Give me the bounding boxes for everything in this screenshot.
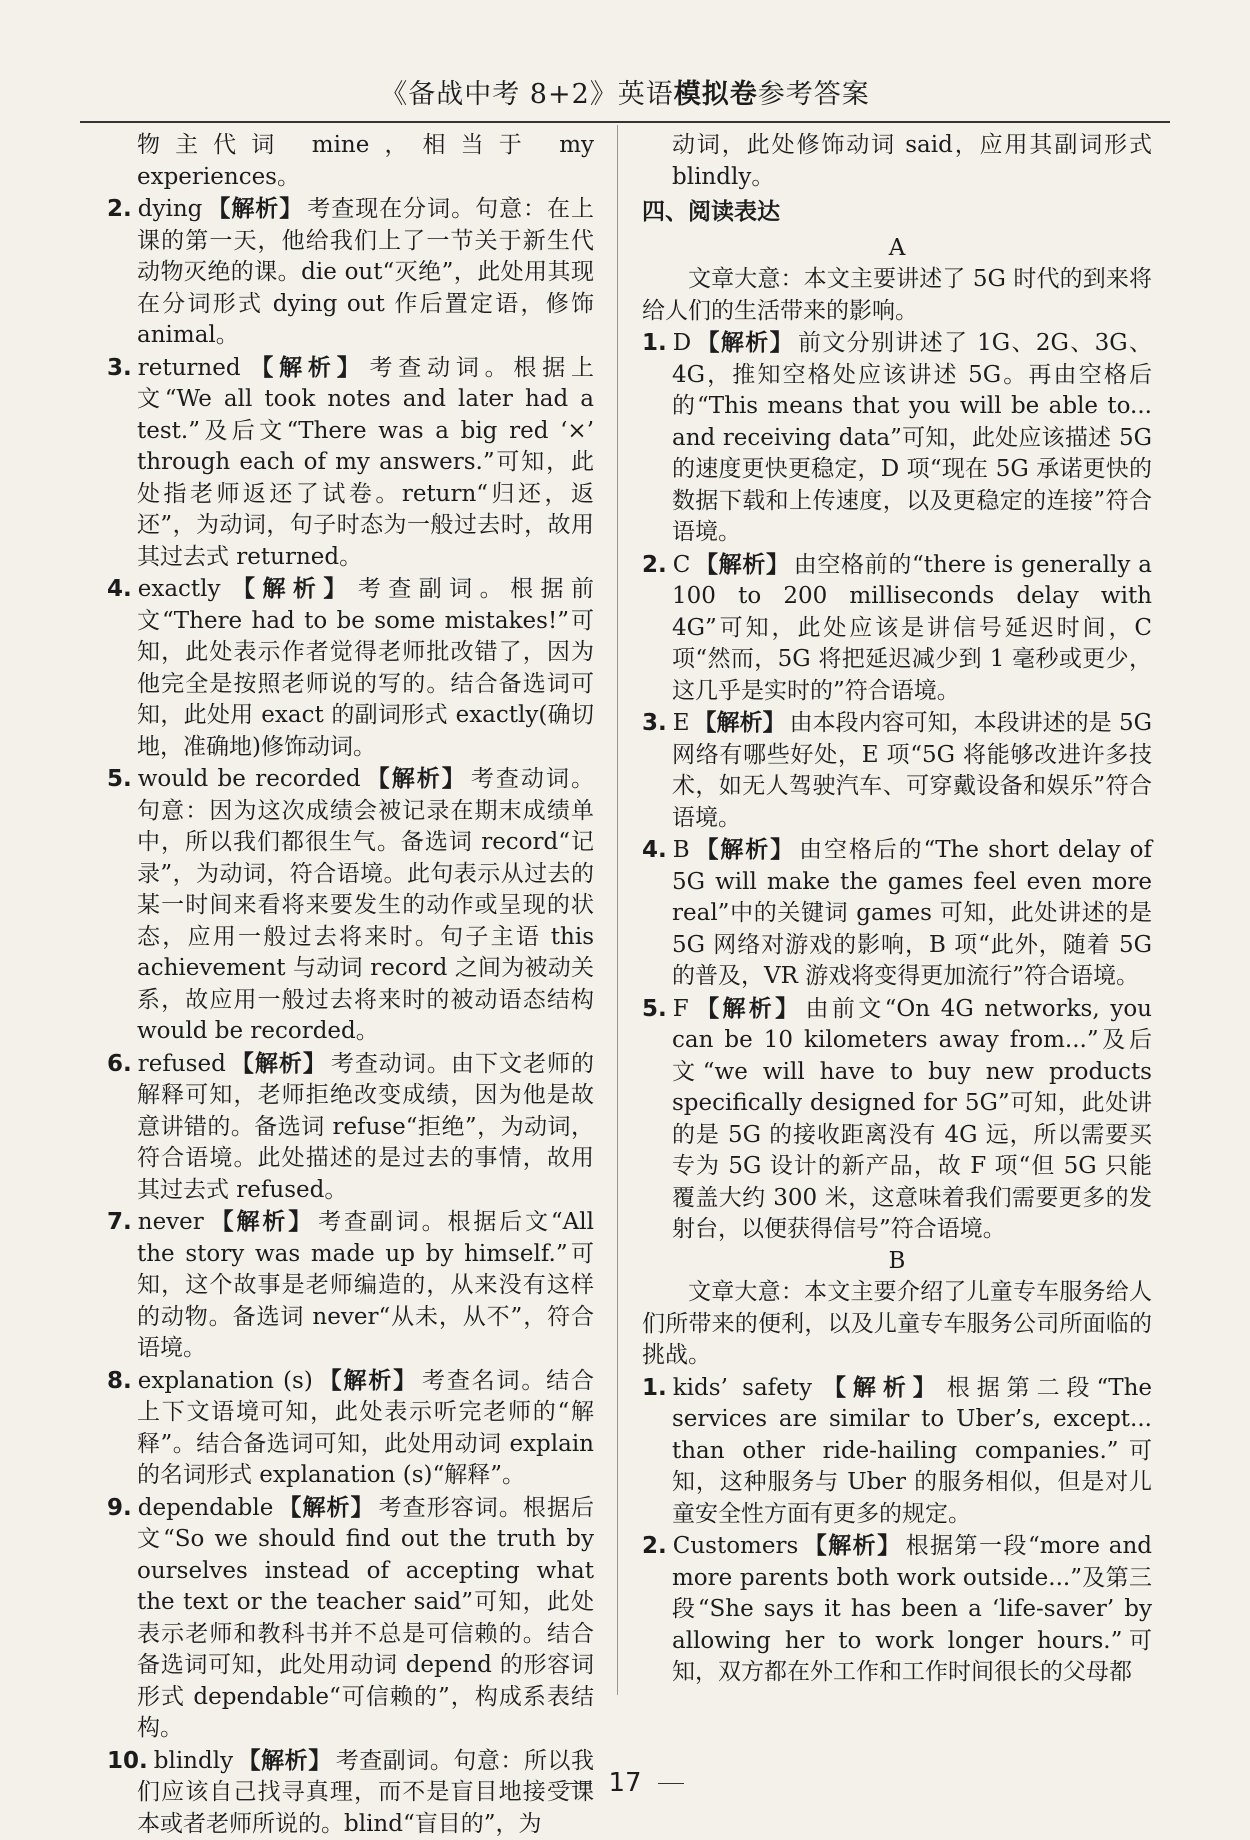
item-answer: B	[673, 837, 690, 863]
item-number: 2.	[107, 196, 132, 222]
item-explanation: 由前文“On 4G networks, you can be 10 kilometers away from...”及后文“we will have to buy new products specifically designed for 5G”可知，此处讲的是 5G 的接收距离没有 4G 远，所以需要买专为 5G 设计的新产品，故 F 项“但 5G 只能覆盖大约 300 米，这意味着我们需要更多的发射台，以便获得信号”符合语境。	[672, 996, 1152, 1243]
analysis-tag: 【解析】	[245, 354, 366, 381]
answer-item	[107, 573, 594, 763]
item-answer: would be recorded	[138, 766, 361, 792]
analysis-tag: 【解析】	[277, 1494, 374, 1521]
header-title-bold: 模拟卷	[674, 79, 758, 110]
analysis-tag: 【解析】	[816, 1374, 943, 1401]
analysis-tag: 【解析】	[694, 551, 789, 578]
header-title-suffix: 参考答案	[758, 79, 870, 110]
analysis-tag: 【解析】	[317, 1367, 418, 1394]
answer-item	[642, 993, 1152, 1246]
item-explanation: 由空格后的“The short delay of 5G will make the games feel even more real”中的关键词 games 可知，此处讲述的是 5G 网络对游戏的影响，B 项“此外，随着 5G 的普及，VR 游戏将变得更加流行”符合语境。	[672, 837, 1152, 989]
item-answer: E	[673, 710, 690, 736]
column-divider	[617, 125, 618, 1695]
item-answer: never	[138, 1209, 204, 1235]
item-explanation: 考查现在分词。句意：在上课的第一天，他给我们上了一节关于新生代动物灭绝的课。die out“灭绝”，此处用其现在分词形式 dying out 作后置定语，修饰 animal。	[137, 196, 594, 348]
section-title: 四、阅读表达	[642, 197, 1152, 229]
answer-item	[107, 352, 594, 574]
item-answer: dying	[138, 196, 203, 222]
analysis-tag: 【解析】	[237, 1747, 332, 1774]
item-explanation: 根据第二段“The services are similar to Uber’s, except... than other ride-hailing companies.”可知，这种服务与 Uber 的服务相似，但是对儿童安全性方面有更多的规定。	[672, 1375, 1152, 1527]
page-header	[80, 72, 1170, 123]
item-number: 10.	[107, 1748, 148, 1774]
item-explanation: 由空格前的“there is generally a 100 to 200 milliseconds delay with 4G”可知，此处应该是讲信号延迟时间，C 项“然而，5G 将把延迟减少到 1 毫秒或更少，这几乎是实时的”符合语境。	[672, 552, 1152, 704]
analysis-tag: 【解析】	[230, 1050, 327, 1077]
analysis-tag: 【解析】	[693, 995, 802, 1022]
analysis-tag: 【解析】	[695, 329, 794, 356]
item-explanation: 考查副词。句意：所以我们应该自己找寻真理，而不是盲目地接受课本或者老师所说的。blind“盲目的”，为	[137, 1748, 594, 1837]
item-answer: D	[673, 330, 691, 356]
answer-item	[107, 1492, 594, 1745]
answer-item	[642, 327, 1152, 549]
right-continuation: 动词，此处修饰动词 said，应用其副词形式 blindly。	[672, 130, 1152, 193]
item-explanation: 前文分别讲述了 1G、2G、3G、4G，推知空格处应该讲述 5G。再由空格后的“This means that you will be able to... and receiving data”可知，此处应该描述 5G 的速度更快更稳定，D 项“现在 5G 承诺更快的数据下载和上传速度，以及更稳定的连接”符合语境。	[672, 330, 1152, 545]
item-answer: Customers	[673, 1533, 799, 1559]
item-explanation: 考查名词。结合上下文语境可知，此处表示听完老师的“解释”。结合备选词可知，此处用动词 explain 的名词形式 explanation (s)“解释”。	[137, 1368, 594, 1489]
item-answer: F	[673, 996, 689, 1022]
item-number: 9.	[107, 1495, 132, 1521]
item-answer: refused	[138, 1051, 226, 1077]
answer-item	[107, 763, 594, 1048]
answer-item	[107, 1048, 594, 1207]
item-number: 2.	[642, 552, 667, 578]
part-a-summary: 文章大意：本文主要讲述了 5G 时代的到来将给人们的生活带来的影响。	[642, 264, 1152, 327]
item-explanation: 考查动词。句意：因为这次成绩会被记录在期末成绩单中，所以我们都很生气。备选词 record“记录”，为动词，符合语境。此句表示从过去的某一时间来看将来要发生的动作或呈现的状态，应用一般过去将来时。句子主语 this achievement 与动词 record 之间为被动关系，故应用一般过去将来时的被动语态结构 would be recorded。	[137, 766, 594, 1044]
answer-item	[107, 1206, 594, 1365]
item-answer: kids’ safety	[673, 1375, 812, 1401]
item-number: 5.	[107, 766, 132, 792]
item-number: 2.	[642, 1533, 667, 1559]
item-explanation: 考查副词。根据前文“There had to be some mistakes!”可知，此处表示作者觉得老师批改错了，因为他完全是按照老师说的写的。结合备选词可知，此处用 exact 的副词形式 exactly(确切地，准确地)修饰动词。	[137, 576, 594, 760]
item-number: 3.	[107, 355, 132, 381]
item-number: 1.	[642, 330, 667, 356]
answer-item	[642, 549, 1152, 708]
analysis-tag: 【解析】	[694, 709, 786, 736]
item-explanation: 根据第一段“more and more parents both work outside...”及第三段“She says it has been a ‘life-saver’ by allowing her to work longer hours.”可知，双方都在外工作和工作时间很长的父母都	[672, 1533, 1152, 1685]
answer-item	[642, 834, 1152, 993]
answer-item	[107, 193, 594, 352]
analysis-tag: 【解析】	[208, 1208, 314, 1235]
item-number: 5.	[642, 996, 667, 1022]
header-title-prefix: 《备战中考 8+2》英语	[380, 79, 674, 110]
left-column	[107, 130, 594, 1840]
item-number: 7.	[107, 1209, 132, 1235]
item-explanation: 由本段内容可知，本段讲述的是 5G 网络有哪些好处，E 项“5G 将能够改进许多技术，如无人驾驶汽车、可穿戴设备和娱乐”符合语境。	[672, 710, 1152, 831]
item-answer: exactly	[138, 576, 221, 602]
page-number: 17	[608, 1768, 641, 1798]
answer-item	[642, 1530, 1152, 1689]
item-answer: blindly	[154, 1748, 233, 1774]
item-number: 3.	[642, 710, 667, 736]
part-b-summary: 文章大意：本文主要介绍了儿童专车服务给人们所带来的便利，以及儿童专车服务公司所面临的挑战。	[642, 1277, 1152, 1372]
item-answer: returned	[138, 355, 241, 381]
item-number: 4.	[107, 576, 132, 602]
footer-dash-left	[566, 1783, 592, 1784]
item-explanation: 考查动词。由下文老师的解释可知，老师拒绝改变成绩，因为他是故意讲错的。备选词 refuse“拒绝”，为动词，符合语境。此处描述的是过去的事情，故用其过去式 refused。	[137, 1051, 594, 1203]
analysis-tag: 【解析】	[365, 765, 467, 792]
footer-dash-right	[658, 1783, 684, 1784]
answer-item	[642, 707, 1152, 834]
left-continuation: 物主代词 mine，相当于 my experiences。	[137, 130, 594, 193]
page-footer	[0, 1768, 1250, 1798]
item-answer: dependable	[138, 1495, 274, 1521]
item-number: 4.	[642, 837, 667, 863]
part-a-label: A	[642, 233, 1152, 265]
analysis-tag: 【解析】	[694, 836, 795, 863]
item-explanation: 考查副词。根据后文“All the story was made up by himself.”可知，这个故事是老师编造的，从来没有这样的动物。备选词 never“从未，从不”，符合语境。	[137, 1209, 594, 1361]
part-b-label: B	[642, 1246, 1152, 1278]
answer-item	[642, 1372, 1152, 1531]
analysis-tag: 【解析】	[802, 1532, 901, 1559]
item-answer: explanation (s)	[138, 1368, 313, 1394]
item-number: 1.	[642, 1375, 667, 1401]
item-answer: C	[673, 552, 691, 578]
item-number: 6.	[107, 1051, 132, 1077]
item-number: 8.	[107, 1368, 132, 1394]
item-explanation: 考查形容词。根据后文“So we should find out the truth by ourselves instead of accepting what the text or the teacher said”可知，此处表示老师和教科书并不总是可信赖的。结合备选词可知，此处用动词 depend 的形容词形式 dependable“可信赖的”，构成系表结构。	[137, 1495, 594, 1742]
analysis-tag: 【解析】	[206, 195, 303, 222]
right-column	[642, 130, 1152, 1689]
analysis-tag: 【解析】	[225, 575, 354, 602]
item-explanation: 考查动词。根据上文“We all took notes and later had a test.”及后文“There was a big red ‘×’ through each of my answers.”可知，此处指老师返还了试卷。return“归还，返还”，为动词，句子时态为一般过去时，故用其过去式 returned。	[137, 355, 594, 570]
answer-item	[107, 1365, 594, 1492]
